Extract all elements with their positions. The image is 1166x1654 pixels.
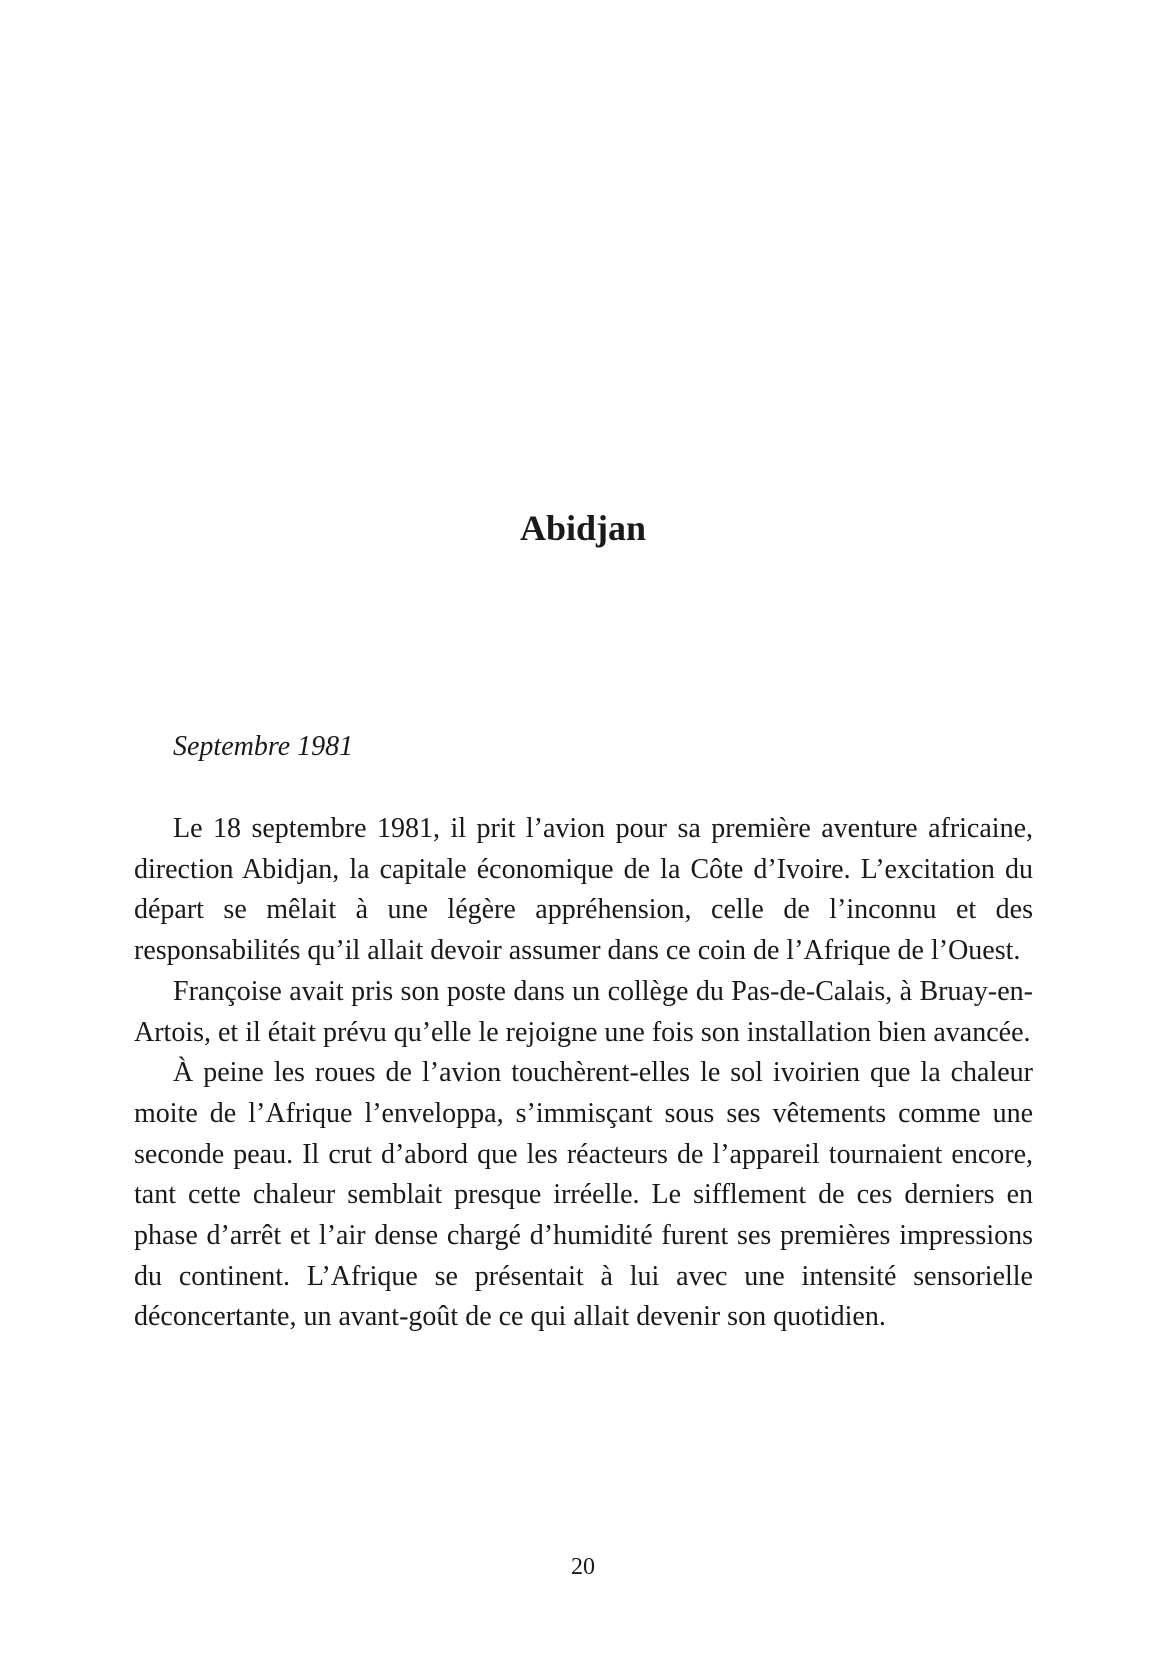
paragraph-1: Le 18 septembre 1981, il prit l’avion pour sa première aventure africaine, direction Abidjan, la capitale économique de la Côte d’Ivoire. L’excitation du départ se mêlait à une légère appréhension, celle de l’inconnu et des responsabilités qu’il allait devoir assumer dans ce coin de l’Afrique de l’Ouest. <box>134 813 1033 967</box>
page-number: 20 <box>571 1554 595 1580</box>
chapter-date: Septembre 1981 <box>173 731 354 762</box>
chapter-title: Abidjan <box>519 508 647 548</box>
paragraph-2: Françoise avait pris son poste dans un collège du Pas-de-Calais, à Bruay-en-Artois, et il était prévu qu’elle le rejoigne une fois son installation bien avancée. <box>134 975 1033 1048</box>
paragraph-3: À peine les roues de l’avion touchèrent-elles le sol ivoirien que la chaleur moite de l’Afrique l’enveloppa, s’immisçant sous ses vêtements comme une seconde peau. Il crut d’abord que les réacteurs de l’appareil tournaient encore, tant cette chaleur semblait presque irréelle. Le sifflement de ces derniers en phase d’arrêt et l’air dense chargé d’humidité furent ses premières impressions du continent. L’Afrique se présentait à lui avec une intensité sensorielle déconcertante, un avant-goût de ce qui allait devenir son quotidien. <box>134 1057 1033 1333</box>
body-text <box>134 809 1033 1338</box>
